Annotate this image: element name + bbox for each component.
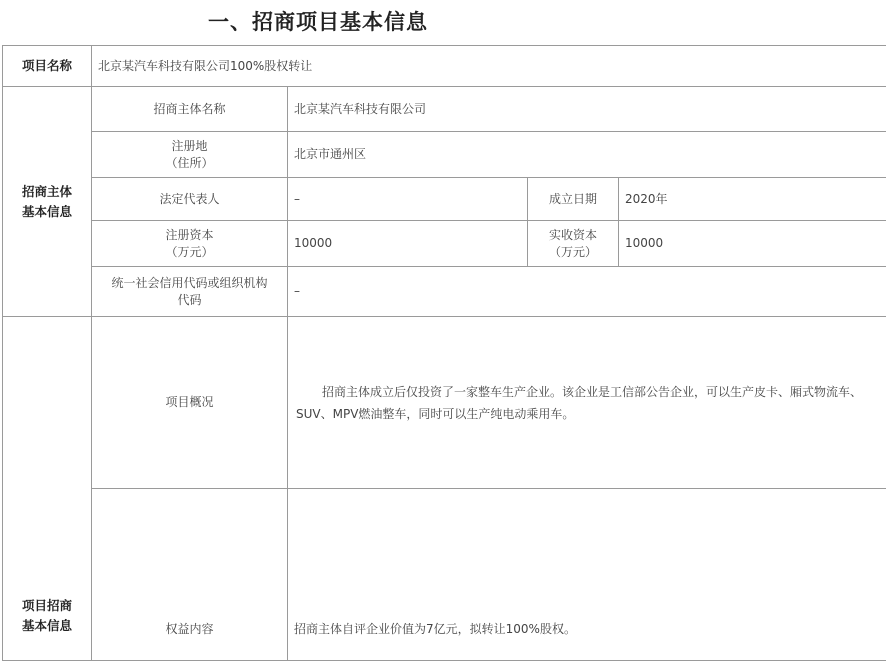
project-info-section-label: 项目招商 基本信息 [3,317,92,661]
paid-capital-value: 10000 [619,221,886,267]
paid-capital-label: 实收资本 （万元） [528,221,619,267]
founded-label: 成立日期 [528,178,619,221]
reg-capital-value: 10000 [288,221,528,267]
equity-value: 招商主体自评企业价值为7亿元，拟转让100%股权。 [288,489,886,661]
legal-rep-label: 法定代表人 [92,178,288,221]
project-name-value: 北京某汽车科技有限公司100%股权转让 [92,46,886,87]
page-title: 一、招商项目基本信息 [208,6,428,36]
info-table [2,45,886,661]
overview-value: 招商主体成立后仅投资了一家整车生产企业。该企业是工信部公告企业，可以生产皮卡、厢式物流车、SUV、MPV燃油整车，同时可以生产纯电动乘用车。 [288,317,886,489]
row-legal-rep [3,178,886,221]
row-equity [3,489,886,661]
entity-name-value: 北京某汽车科技有限公司 [288,87,886,132]
row-project-name [3,46,886,87]
overview-label: 项目概况 [92,317,288,489]
row-credit-code [3,267,886,317]
reg-address-label: 注册地 （住所） [92,132,288,178]
reg-capital-label: 注册资本 （万元） [92,221,288,267]
equity-label: 权益内容 [92,489,288,661]
row-entity-name [3,87,886,132]
credit-code-value: – [288,267,886,317]
row-reg-address [3,132,886,178]
project-name-label: 项目名称 [3,46,92,87]
entity-name-label: 招商主体名称 [92,87,288,132]
subject-info-section-label: 招商主体 基本信息 [3,87,92,317]
row-capital [3,221,886,267]
row-overview [3,317,886,489]
founded-value: 2020年 [619,178,886,221]
reg-address-value: 北京市通州区 [288,132,886,178]
credit-code-label: 统一社会信用代码或组织机构 代码 [92,267,288,317]
legal-rep-value: – [288,178,528,221]
